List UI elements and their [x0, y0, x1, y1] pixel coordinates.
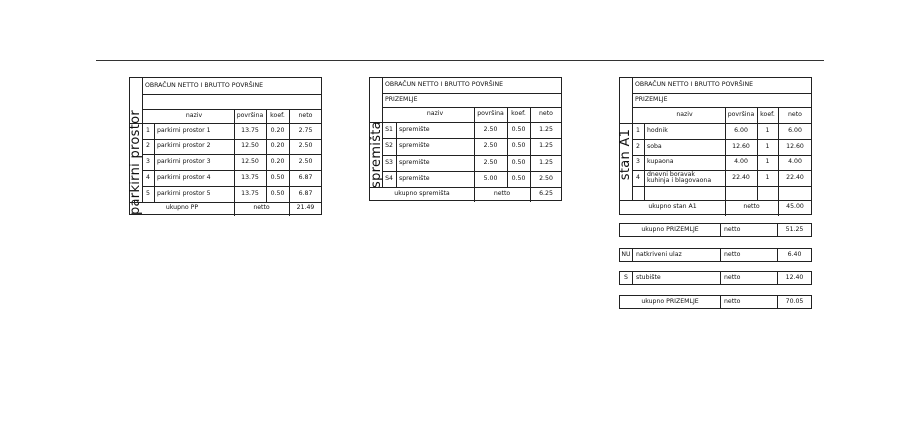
- group-label-apartment: stan A1: [618, 128, 634, 180]
- header-neto: neto: [539, 110, 553, 118]
- row-neto: 6.00: [788, 126, 802, 134]
- table-subtitle: PRIZEMLJE: [635, 95, 668, 103]
- header-povrsina: površina: [236, 111, 264, 119]
- row-koef: 1: [765, 158, 770, 166]
- row-name: spremište: [399, 158, 430, 166]
- row-no: S3: [385, 158, 393, 166]
- row-neto: 1.25: [539, 158, 553, 166]
- row-no: 3: [636, 158, 640, 166]
- row-neto: 4.00: [788, 158, 802, 166]
- header-povrsina: površina: [727, 110, 755, 118]
- summary-prizemlje-1: [619, 223, 812, 237]
- row-no: 3: [146, 157, 150, 165]
- summary-code: S: [624, 273, 628, 281]
- header-koef: koef.: [270, 111, 285, 119]
- header-naziv: naziv: [676, 110, 693, 118]
- row-no: 4: [146, 173, 150, 181]
- row-area: 2.50: [483, 158, 498, 166]
- total-label: ukupno spremišta: [394, 189, 450, 197]
- summary-value: 12.40: [785, 273, 804, 281]
- row-name-line1: dnevni boravak: [647, 170, 696, 178]
- group-label-storage: spremišta: [368, 121, 384, 188]
- row-name-line2: kuhinja i blagovaona: [647, 177, 712, 184]
- row-no: 5: [146, 189, 150, 197]
- row-area: 4.00: [734, 158, 748, 166]
- row-area: 5.00: [483, 174, 498, 182]
- header-koef: koef.: [760, 110, 775, 118]
- row-no: S1: [385, 125, 393, 133]
- header-povrsina: površina: [477, 110, 504, 118]
- row-area: 13.75: [241, 126, 259, 134]
- row-area: 22.40: [732, 173, 750, 181]
- summary-prizemlje-2: [619, 295, 812, 309]
- row-name: spremište: [399, 125, 430, 133]
- row-koef: 0.50: [270, 173, 285, 181]
- table-subtitle: PRIZEMLJE: [385, 95, 418, 103]
- row-koef: 1: [765, 173, 770, 181]
- summary-value: 51.25: [785, 225, 804, 233]
- row-name: parkirni prostor 4: [157, 173, 211, 181]
- summary-netto: netto: [724, 250, 741, 258]
- summary-code: NU: [621, 250, 631, 258]
- table-title: OBRAČUN NETTO I BRUTTO POVRŠINE: [145, 81, 264, 89]
- group-label-parking: parkirni prostor: [128, 109, 144, 216]
- header-koef: koef.: [511, 110, 526, 118]
- row-koef: 0.20: [270, 142, 285, 150]
- row-koef: 0.50: [270, 189, 285, 197]
- row-neto: 6.87: [298, 189, 313, 197]
- row-area: 12.50: [241, 157, 259, 165]
- summary-label: stubište: [636, 273, 661, 281]
- row-area: 6.00: [734, 126, 748, 134]
- row-name: parkirni prostor 1: [157, 126, 211, 134]
- total-value: 45.00: [786, 203, 804, 211]
- table-apartment: [619, 77, 812, 215]
- row-no: S4: [385, 174, 393, 182]
- row-area: 13.75: [241, 173, 259, 181]
- header-naziv: naziv: [426, 110, 444, 118]
- total-label: ukupno PP: [165, 204, 199, 212]
- summary-natkriveni-ulaz: [619, 248, 812, 262]
- row-no: S2: [385, 142, 393, 150]
- row-koef: 0.50: [511, 158, 526, 166]
- row-koef: 0.20: [270, 157, 285, 165]
- row-no: 4: [636, 173, 640, 181]
- row-name: soba: [647, 142, 662, 150]
- row-koef: 0.50: [511, 125, 526, 133]
- row-koef: 1: [765, 126, 770, 134]
- row-no: 1: [636, 126, 640, 134]
- header-neto: neto: [298, 111, 313, 119]
- row-koef: 0.50: [511, 142, 526, 150]
- row-area: 2.50: [483, 142, 498, 150]
- row-name: parkirni prostor 3: [157, 157, 211, 165]
- header-naziv: naziv: [185, 111, 203, 119]
- row-name: spremište: [399, 174, 430, 182]
- total-netto: netto: [493, 189, 511, 197]
- row-neto: 12.60: [786, 142, 804, 150]
- total-label: ukupno stan A1: [648, 203, 697, 211]
- summary-stubiste: [619, 271, 812, 285]
- total-value: 21.49: [296, 204, 315, 212]
- summary-netto: netto: [724, 297, 741, 305]
- row-area: 13.75: [241, 189, 259, 197]
- row-neto: 6.87: [298, 173, 313, 181]
- row-neto: 2.50: [298, 157, 313, 165]
- row-name: spremište: [399, 142, 430, 150]
- summary-value: 70.05: [785, 297, 804, 305]
- table-parking: [129, 77, 322, 215]
- summary-value: 6.40: [787, 250, 802, 258]
- row-no: 2: [146, 142, 150, 150]
- row-neto: 2.50: [539, 174, 553, 182]
- row-name: hodnik: [647, 126, 668, 134]
- summary-label: natkriveni ulaz: [636, 250, 682, 258]
- row-name: parkirni prostor 2: [157, 142, 211, 150]
- row-no: 1: [146, 126, 150, 134]
- table-title: OBRAČUN NETTO I BRUTTO POVRŠINE: [635, 81, 754, 89]
- row-koef: 0.20: [270, 126, 285, 134]
- table-storage: [369, 77, 562, 201]
- row-name: kupaona: [647, 158, 674, 166]
- summary-netto: netto: [724, 273, 741, 281]
- row-neto: 2.50: [298, 142, 313, 150]
- row-neto: 22.40: [786, 173, 804, 181]
- row-name: parkirni prostor 5: [157, 189, 211, 197]
- table-title: OBRAČUN NETTO I BRUTTO POVRŠINE: [385, 81, 504, 89]
- row-neto: 1.25: [539, 142, 553, 150]
- total-netto: netto: [253, 204, 270, 212]
- row-koef: 0.50: [511, 174, 526, 182]
- total-value: 6.25: [539, 189, 553, 197]
- row-neto: 1.25: [539, 125, 553, 133]
- row-name: [644, 170, 725, 186]
- sheet-top-rule: [96, 60, 824, 61]
- total-netto: netto: [743, 203, 760, 211]
- summary-label: ukupno PRIZEMLJE: [641, 225, 699, 233]
- header-neto: neto: [788, 110, 802, 118]
- row-area: 12.50: [241, 142, 259, 150]
- summary-netto: netto: [724, 225, 741, 233]
- summary-label: ukupno PRIZEMLJE: [641, 297, 699, 305]
- row-neto: 2.75: [298, 126, 313, 134]
- row-koef: 1: [765, 142, 770, 150]
- row-area: 12.60: [732, 142, 750, 150]
- row-no: 2: [636, 142, 640, 150]
- row-area: 2.50: [483, 125, 498, 133]
